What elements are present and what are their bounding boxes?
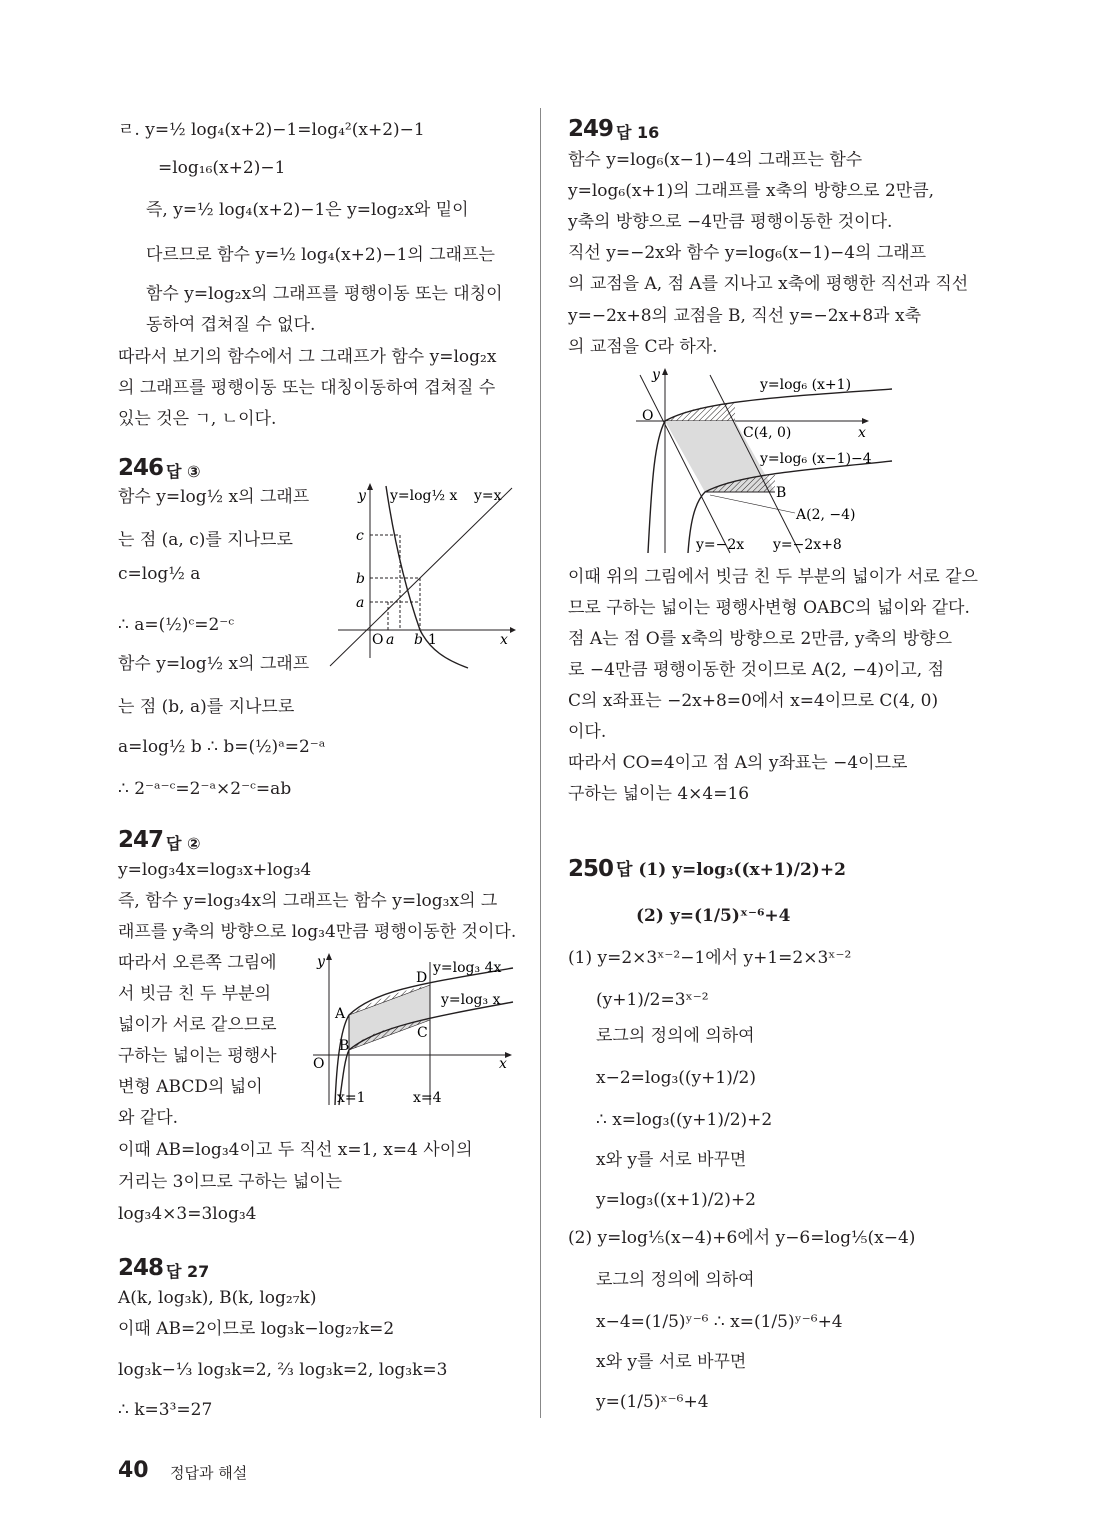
text-line: y=log₃4x=log₃x+log₃4 [118, 860, 312, 880]
text-line: 의 교점을 A, 점 A를 지나고 x축에 평행한 직선과 직선 [568, 274, 969, 294]
text-line: ∴ x=log₃((y+1)/2)+2 [596, 1110, 773, 1130]
text-line: 즉, y=½ log₄(x+2)−1은 y=log₂x와 밑이 [146, 200, 469, 220]
problem-number: 249 [568, 116, 614, 142]
text-line: 는 점 (a, c)를 지나므로 [118, 530, 293, 550]
log-curve [386, 486, 468, 668]
text-line: 의 그래프를 평행이동 또는 대칭이동하여 겹쳐질 수 [118, 378, 496, 398]
text-line: 점 A는 점 O를 x축의 방향으로 2만큼, y축의 방향으 [568, 629, 953, 649]
label-x4: x=4 [413, 1090, 442, 1106]
y-label: y [652, 367, 660, 383]
text-line: x와 y를 서로 바꾸면 [596, 1352, 747, 1372]
x-arrow-icon [862, 418, 869, 424]
text-line: y=log₆(x+1)의 그래프를 x축의 방향으로 2만큼, [568, 181, 935, 201]
x-label: x [499, 1056, 507, 1072]
text-line: (1) y=2×3ˣ⁻²−1에서 y+1=2×3ˣ⁻² [568, 948, 852, 968]
text-line: ∴ 2⁻ᵃ⁻ᶜ=2⁻ᵃ×2⁻ᶜ=ab [118, 779, 292, 799]
label-D: D [416, 970, 428, 986]
label-f2: y=log₆ (x−1)−4 [760, 451, 872, 467]
text-line: log₃k−⅓ log₃k=2, ⅔ log₃k=2, log₃k=3 [118, 1360, 448, 1380]
text-line: a=log½ b ∴ b=(½)ᵃ=2⁻ᵃ [118, 737, 326, 757]
text-line: 함수 y=log₆(x−1)−4의 그래프는 함수 [568, 150, 863, 170]
label-top-curve: y=log₃ 4x [433, 960, 502, 976]
curve-label: y=log½ x [390, 488, 458, 504]
answer-2: (2) y=(1/5)ˣ⁻⁶+4 [636, 906, 791, 926]
text-line: 함수 y=log½ x의 그래프 [118, 487, 310, 507]
text-line: 거리는 3이므로 구하는 넓이는 [118, 1172, 343, 1192]
label-a: a [356, 595, 365, 611]
problem-number: 246 [118, 455, 164, 481]
text-line: =log₁₆(x+2)−1 [158, 158, 286, 178]
x-label-one: 1 [428, 632, 437, 648]
text-line: 므로 구하는 넓이는 평행사변형 OABC의 넓이와 같다. [568, 598, 970, 618]
label-c: c [356, 528, 364, 544]
graph-249 [630, 365, 905, 557]
text-line: log₃4×3=3log₃4 [118, 1204, 257, 1224]
problem-number: 250 [568, 856, 614, 882]
text-line: 즉, 함수 y=log₃4x의 그래프는 함수 y=log₃x의 그 [118, 891, 498, 911]
page-number: 40 [118, 1458, 149, 1483]
label-C: C(4, 0) [743, 425, 792, 441]
origin-label: O [372, 632, 384, 648]
origin-label: O [642, 408, 654, 424]
text-line: 이때 AB=log₃4이고 두 직선 x=1, x=4 사이의 [118, 1140, 473, 1160]
label-B: B [339, 1038, 350, 1054]
text-line: ㄹ. y=½ log₄(x+2)−1=log₄²(x+2)−1 [118, 120, 425, 140]
text-line: 직선 y=−2x와 함수 y=log₆(x−1)−4의 그래프 [568, 243, 927, 263]
text-line: 이때 AB=2이므로 log₃k−log₂₇k=2 [118, 1319, 395, 1339]
graph-247 [305, 950, 517, 1110]
answer-badge: 답 ③ [166, 462, 201, 481]
text-line: (y+1)/2=3ˣ⁻² [596, 990, 709, 1010]
answer-1: 답 (1) y=log₃((x+1)/2)+2 [616, 860, 846, 880]
text-line: 다르므로 함수 y=½ log₄(x+2)−1의 그래프는 [146, 245, 495, 265]
text-line: 래프를 y축의 방향으로 log₃4만큼 평행이동한 것이다. [118, 922, 517, 942]
text-line: 이때 위의 그림에서 빗금 친 두 부분의 넓이가 서로 같으 [568, 567, 978, 587]
label-bottom-curve: y=log₃ x [441, 992, 501, 1008]
label-C: C [417, 1025, 428, 1041]
text-line: 로그의 정의에 의하여 [596, 1026, 755, 1046]
label-l1: y=−2x [696, 537, 745, 553]
line-label: y=x [474, 488, 502, 504]
text-line: 구하는 넓이는 4×4=16 [568, 784, 750, 804]
text-line: y=log₃((x+1)/2)+2 [596, 1190, 756, 1210]
text-line: C의 x좌표는 −2x+8=0에서 x=4이므로 C(4, 0) [568, 691, 939, 711]
text-line: 는 점 (b, a)를 지나므로 [118, 697, 295, 717]
text-line: 따라서 오른쪽 그림에 [118, 953, 277, 973]
text-line: 변형 ABCD의 넓이 [118, 1077, 263, 1097]
label-B: B [776, 485, 787, 501]
graph-246 [328, 480, 518, 670]
text-line: 따라서 CO=4이고 점 A의 y좌표는 −4이므로 [568, 753, 908, 773]
text-line: 함수 y=log½ x의 그래프 [118, 654, 310, 674]
y-arrow-icon [326, 953, 332, 960]
text-line: 의 교점을 C라 하자. [568, 337, 718, 357]
text-line: 따라서 보기의 함수에서 그 그래프가 함수 y=log₂x [118, 347, 497, 367]
text-line: x−4=(1/5)ʸ⁻⁶ ∴ x=(1/5)ʸ⁻⁶+4 [596, 1312, 843, 1332]
x-label-b: b [414, 632, 423, 648]
x-label-a: a [386, 632, 395, 648]
text-line: A(k, log₃k), B(k, log₂₇k) [118, 1288, 317, 1308]
text-line: 구하는 넓이는 평행사 [118, 1046, 277, 1066]
y-arrow-icon [367, 483, 373, 490]
text-line: 서 빗금 친 두 부분의 [118, 984, 271, 1004]
y-label: y [317, 954, 325, 970]
text-line: 로그의 정의에 의하여 [596, 1270, 755, 1290]
label-b: b [356, 571, 365, 587]
text-line: 이다. [568, 722, 607, 742]
text-line: 와 같다. [118, 1108, 179, 1128]
problem-number: 247 [118, 827, 164, 853]
answer-badge: 답 27 [166, 1262, 210, 1281]
text-line: y=−2x+8의 교점을 B, 직선 y=−2x+8과 x축 [568, 306, 921, 326]
hatch-upper [665, 403, 735, 421]
answer-badge: 답 16 [616, 123, 660, 142]
x-arrow-icon [510, 627, 516, 633]
text-line: x−2=log₃((y+1)/2) [596, 1068, 756, 1088]
text-line: 동하여 겹쳐질 수 없다. [146, 315, 316, 335]
x-label: x [500, 632, 508, 648]
label-l2: y=−2x+8 [773, 537, 842, 553]
text-line: c=log½ a [118, 564, 201, 584]
text-line: x와 y를 서로 바꾸면 [596, 1150, 747, 1170]
answer-badge: 답 ② [166, 834, 201, 853]
problem-number: 248 [118, 1255, 164, 1281]
label-A: A(2, −4) [796, 507, 856, 523]
label-f1: y=log₆ (x+1) [760, 377, 852, 393]
text-line: ∴ k=3³=27 [118, 1400, 213, 1420]
label-A: A [335, 1006, 346, 1022]
column-divider [540, 108, 541, 1418]
y-arrow-icon [662, 368, 668, 375]
text-line: (2) y=log⅕(x−4)+6에서 y−6=log⅕(x−4) [568, 1228, 916, 1248]
text-line: 넓이가 서로 같으므로 [118, 1015, 277, 1035]
origin-label: O [313, 1056, 325, 1072]
y-label: y [358, 488, 366, 504]
text-line: 함수 y=log₂x의 그래프를 평행이동 또는 대칭이 [146, 284, 503, 304]
text-line: 있는 것은 ㄱ, ㄴ이다. [118, 409, 277, 429]
text-line: 로 −4만큼 평행이동한 것이므로 A(2, −4)이고, 점 [568, 660, 945, 680]
text-line: ∴ a=(½)ᶜ=2⁻ᶜ [118, 615, 235, 635]
text-line: y축의 방향으로 −4만큼 평행이동한 것이다. [568, 212, 893, 232]
text-line: y=(1/5)ˣ⁻⁶+4 [596, 1392, 709, 1412]
footer-title: 정답과 해설 [170, 1464, 248, 1482]
label-x1: x=1 [337, 1090, 366, 1106]
x-label: x [858, 425, 866, 441]
